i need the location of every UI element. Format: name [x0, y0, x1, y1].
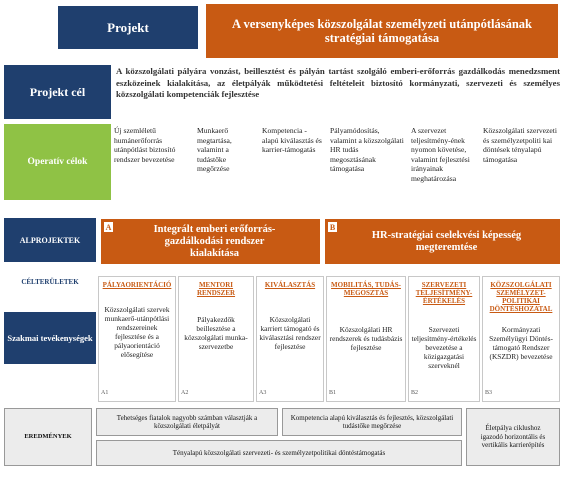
- column-a3-heading: KIVÁLASZTÁS: [264, 281, 316, 289]
- operative-goal-1: Új szemléletű humánerőforrás utánpótlást biztosító rendszer bevezetése: [114, 126, 176, 164]
- subproject-b-letter: B: [329, 222, 336, 232]
- results-label: EREDMÉNYEK: [4, 408, 92, 466]
- column-a2-activity: Pályakezdők beillesztése a közszolgálati munka-szervezetbe: [184, 315, 248, 351]
- project-title: A versenyképes közszolgálat személyzeti utánpótlásának stratégiai támogatása: [206, 4, 558, 58]
- column-a3-activity: Közszolgálati karriert támogató és kiválasztási rendszer fejlesztése: [259, 315, 321, 351]
- column-b1-activity: Közszolgálati HR rendszerek és tudásbázis fejlesztése: [329, 325, 403, 352]
- operative-goal-3: Kompetencia -alapú kiválasztás és karrier-támogatás: [262, 126, 322, 154]
- project-goal-text: A közszolgálati pályára vonzást, beillesztést és pályán tartást szolgáló emberi-erőforrás gazdálkodás menedzsment eszközeinek kialakítása, az életpályák működtetési feltételeit biztosító kormányzati, szervezeti és személyes közszolgálati kompetenciák fejlesztése: [116, 66, 560, 99]
- project-goal-label: Projekt cél: [4, 65, 111, 119]
- result-4: Tényalapú közszolgálati szervezeti- és személyzetpolitikai döntéstámogatás: [96, 440, 462, 466]
- subproject-a: [101, 219, 320, 264]
- column-b1-heading: MOBILITÁS, TUDÁS-MEGOSZTÁS: [331, 281, 401, 297]
- result-1: Tehetséges fiatalok nagyobb számban választják a közszolgálati életpályát: [96, 408, 278, 436]
- column-b2-heading: SZERVEZETI TELJESÍTMÉNY-ÉRTÉKELÉS: [415, 281, 473, 305]
- column-b3-heading: KÖZSZOLGÁLATI SZEMÉLYZET-POLITIKAI DÖNTÉSHOZATAL: [489, 281, 553, 313]
- column-a1-heading: PÁLYAORIENTÁCIÓ: [102, 281, 172, 289]
- result-3: Életpálya ciklushoz igazodó horizontális és vertikális karrierépítés: [466, 408, 560, 466]
- target-areas-label: CÉLTERÜLETEK: [21, 278, 79, 286]
- column-b1-code: B1: [329, 390, 337, 396]
- column-a2-heading: MENTORI RENDSZER: [196, 281, 236, 297]
- operative-goal-2: Munkaerő megtartása, valamint a tudástőke megőrzése: [197, 126, 232, 173]
- column-b2-activity: Szervezeti teljesítmény-értékelés bevezetése a közigazgatási szerveknél: [411, 325, 477, 370]
- column-a2-code: A2: [181, 390, 189, 396]
- result-2: Kompetencia alapú kiválasztás és fejlesztés, közszolgálati tudástőke megőrzése: [282, 408, 462, 436]
- column-a1-code: A1: [101, 390, 109, 396]
- column-b2-code: B2: [411, 390, 419, 396]
- operative-goal-5: A szervezet teljesítmény-ének nyomon követése, valamint fejlesztési irányainak meghatározása: [411, 126, 470, 183]
- operative-goal-4: Pályamódosítás, valamint a közszolgálati HR tudás megosztásának támogatása: [330, 126, 404, 173]
- column-a3-code: A3: [259, 390, 267, 396]
- activities-label: Szakmai tevékenységek: [4, 312, 96, 364]
- column-b3-activity: Kormányzati Személyügyi Döntés-támogató Rendszer (KSZDR) bevezetése: [489, 325, 553, 361]
- subproject-b: [325, 219, 560, 264]
- projekt-label: Projekt: [58, 6, 198, 49]
- subproject-a-letter: A: [105, 222, 112, 232]
- operative-goal-6: Közszolgálati szervezeti és személyzetpoliti kai döntések tényalapú támogatása: [483, 126, 558, 164]
- operative-goals-label: Operatív célok: [4, 124, 111, 200]
- column-a1-activity: Közszolgálati szervek munkaerő-utánpótlási rendszereinek fejlesztése és a pályaorientáció elősegítése: [104, 305, 170, 359]
- subproject-a-title: Integrált emberi erőforrás-gazdálkodási rendszer kialakítása: [153, 223, 276, 259]
- subprojects-label: ALPROJEKTEK: [4, 218, 96, 262]
- subproject-b-title: HR-stratégiai cselekvési képesség megteremtése: [371, 229, 522, 253]
- column-b3-code: B3: [485, 390, 493, 396]
